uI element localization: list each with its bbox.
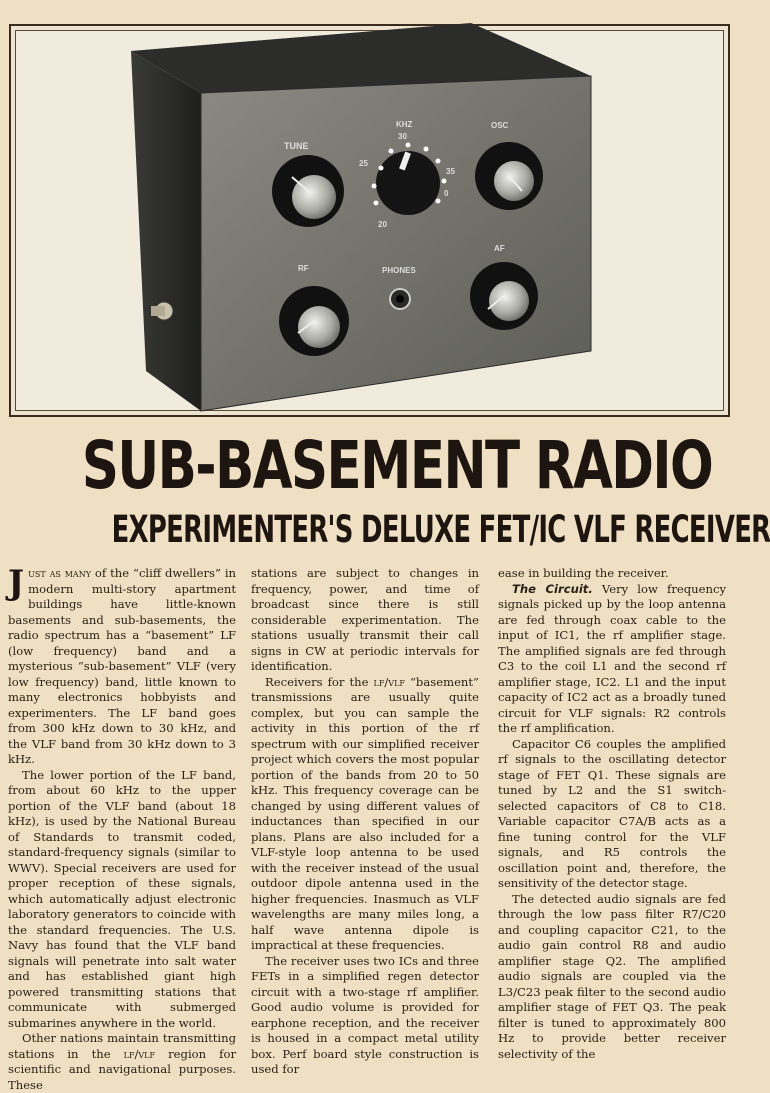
- paragraph: [251, 675, 479, 954]
- box-side: [131, 51, 201, 411]
- article-column-2: [251, 566, 479, 1076]
- dial-30: 30: [398, 132, 407, 141]
- paragraph: stations are subject to changes in frequency, power, and time of broadcast since there is still considerable experimentation. The stations usually transmit their call signs in CW at periodic intervals for identification.: [251, 566, 479, 673]
- paragraph: Capacitor C6 couples the amplified rf signals to the oscillating detector stage of FET Q1. These signals are tuned by L2 and the S1 switch-selected capacitors of C8 to C18. Variable capacitor C7A/B acts as a fine tuning control for the VLF signals, and R5 controls the oscillation point and, therefore, the sensitivity of the detector stage.: [498, 736, 726, 890]
- khz-label: KHZ: [396, 120, 413, 129]
- osc-label: OSC: [491, 121, 509, 130]
- article-column-1: [8, 563, 236, 1092]
- paragraph-text: “basement” transmissions are usually quite complex, but you can sample the activity in this portion of the rf spectrum with our simplified receiver project which covers the most popular portion of the bands from 20 to 50 kHz. This frequency coverage can be changed by using different values of inductances than specified in our plans. Plans are also included for a VLF-style loop antenna to be used with the receiver instead of the usual outdoor dipole antenna used in the higher frequencies. Inasmuch as VLF wavelengths are many miles long, a half wave antenna dipole is impractical at these frequencies.: [251, 674, 479, 952]
- dial-20: 20: [378, 220, 387, 229]
- band-abbrev: lf/vlf: [373, 674, 405, 689]
- paragraph: ease in building the receiver.: [498, 566, 669, 580]
- photo-frame: [9, 24, 730, 417]
- paragraph: [8, 1031, 236, 1093]
- lead-in: ust as many: [28, 566, 91, 580]
- tune-knob: [272, 155, 344, 227]
- band-abbrev: lf/vlf: [123, 1046, 156, 1061]
- tune-label: TUNE: [284, 141, 309, 151]
- paragraph-text: Very low frequency signals picked up by the loop antenna are fed through coax cable to the input of IC1, the rf amplifier stage. The amplified signals are fed through C3 to the coil L1 and the second rf amplifier stage, IC2. L1 and the input capacity of IC2 act as a broadly tuned circuit for VLF signals: R2 controls the rf amplification.: [498, 581, 726, 735]
- paragraph: [8, 563, 236, 768]
- subheadline: EXPERIMENTER'S DELUXE FET/IC VLF RECEIVER: [111, 508, 770, 551]
- dial-25: 25: [359, 159, 368, 168]
- receiver-illustration: [16, 31, 727, 414]
- paragraph: [498, 582, 726, 737]
- paragraph-text: Other nations maintain transmitting stations in the: [8, 1031, 236, 1061]
- af-label: AF: [494, 244, 505, 253]
- rf-label: RF: [298, 264, 309, 273]
- dial-35: 35: [446, 167, 455, 176]
- article-column-3: [498, 566, 726, 1061]
- phones-label: PHONES: [382, 266, 416, 275]
- phones-jack: [390, 289, 410, 309]
- receiver-photo: [15, 30, 724, 411]
- dial-0: 0: [444, 189, 449, 198]
- drop-cap: J: [8, 563, 25, 603]
- headline: SUB-BASEMENT RADIO: [81, 427, 713, 504]
- paragraph: The detected audio signals are fed through the low pass filter R7/C20 and coupling capacitor C21, to the audio gain control R8 and audio amplifier stage Q2. The amplified audio signals are coupled via the L3/C23 peak filter to the second audio amplifier stage of FET Q3. The peak filter is tuned to approximately 800 Hz to provide better receiver selectivity of the: [498, 891, 726, 1061]
- af-knob: [470, 262, 538, 330]
- paragraph-text: Receivers for the: [265, 674, 374, 689]
- osc-knob: [475, 142, 543, 210]
- antenna-connector: [151, 306, 165, 316]
- paragraph: The lower portion of the LF band, from about 60 kHz to the upper portion of the VLF band (about 18 kHz), is used by the National Bureau of Standards to transmit coded, standard-frequency signals (similar to WWV). Special receivers are used for proper reception of these signals, which automatically adjust electronic laboratory generators to coincide with the standard frequencies. The U.S. Navy has found that the VLF band signals will penetrate into salt water and has established giant high powered transmitting stations that communicate with submerged submarines anywhere in the world.: [8, 767, 236, 1030]
- rf-knob: [279, 286, 349, 356]
- paragraph-text: region for scientific and navigational purposes. These: [8, 1046, 236, 1092]
- paragraph-text: of the “cliff dwellers” in modern multi-story apartment buildings have little-known basements and sub-basements, the radio spectrum has a “basement” LF (low frequency) band and a mysterious “sub-basement” VLF (very low frequency) band, little known to many electronics hobbyists and experimenters. The LF band goes from 300 kHz down to 30 kHz, and the VLF band from 30 kHz down to 3 kHz.: [8, 566, 236, 766]
- section-heading: The Circuit.: [512, 581, 593, 596]
- paragraph: The receiver uses two ICs and three FETs in a simplified regen detector circuit with a two-stage rf amplifier. Good audio volume is provided for earphone reception, and the receiver is housed in a compact metal utility box. Perf board style construction is used for: [251, 953, 479, 1076]
